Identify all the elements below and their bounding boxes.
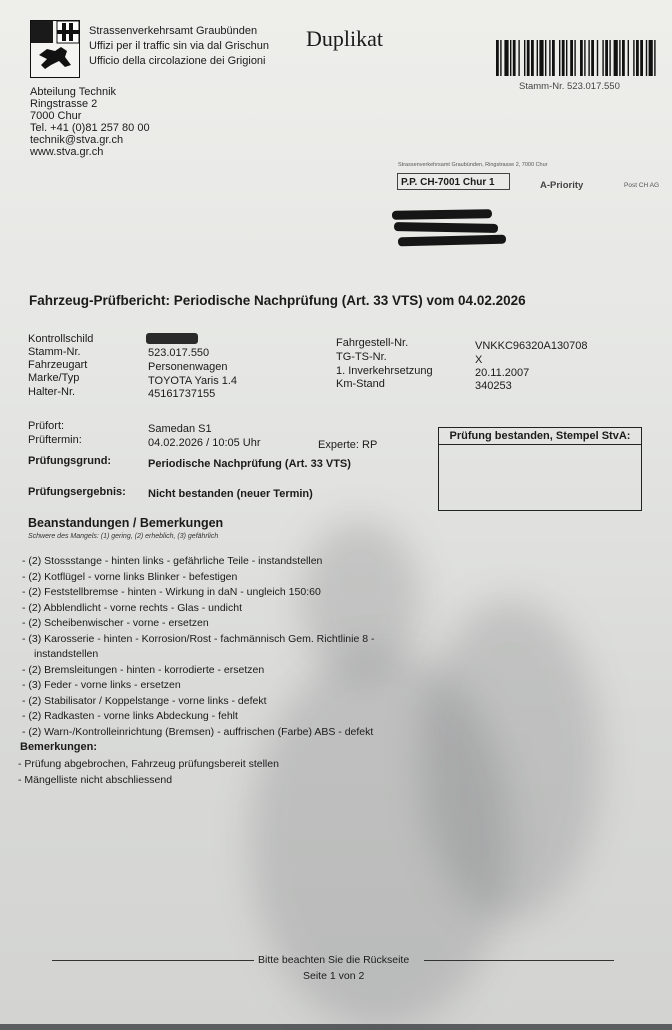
- defects-list: [22, 554, 374, 740]
- barcode-bar: [649, 40, 653, 76]
- barcode-bar: [513, 40, 516, 76]
- result-label: Prüfungsergebnis:: [28, 486, 126, 498]
- expert-label: Experte: RP: [318, 439, 378, 451]
- redacted-address: [392, 209, 492, 220]
- holder-label: Halter-Nr.: [28, 386, 76, 398]
- type-label: Fahrzeugart: [28, 359, 88, 371]
- barcode-bar: [510, 40, 511, 76]
- redacted-address: [398, 235, 506, 247]
- remarks-heading: Bemerkungen:: [20, 741, 98, 753]
- sender-phone: Tel. +41 (0)81 257 80 00: [30, 122, 150, 134]
- barcode-bar: [566, 40, 567, 76]
- list-item: - (2) Abblendlicht - vorne rechts - Glas - undicht: [22, 601, 243, 614]
- list-item: - (2) Stossstange - hinten links - gefährliche Teile - instandstellen: [22, 555, 323, 567]
- stamp-box: [438, 427, 642, 511]
- reason-label: Prüfungsgrund:: [28, 455, 112, 467]
- barcode-bar: [518, 40, 519, 76]
- barcode-bar: [619, 40, 620, 76]
- list-item: - (3) Karosserie - hinten - Korrosion/Rost - fachmännisch Gem. Richtlinie 8 -: [22, 632, 375, 645]
- result-value: Nicht bestanden (neuer Termin): [148, 488, 313, 500]
- stamm-label: Stamm-Nr.: [28, 346, 81, 358]
- sender-department: Abteilung Technik: [30, 86, 117, 98]
- stamp-box-title: Prüfung bestanden, Stempel StvA:: [439, 428, 641, 445]
- tgts-label: TG-TS-Nr.: [336, 351, 387, 363]
- severity-legend: Schwere des Mangels: (1) gering, (2) erheblich, (3) gefährlich: [28, 533, 219, 540]
- barcode-bar: [580, 40, 583, 76]
- km-label: Km-Stand: [336, 378, 385, 390]
- barcode-bar: [628, 40, 629, 76]
- barcode-bar: [588, 40, 589, 76]
- reason-value: Periodische Nachprüfung (Art. 33 VTS): [148, 458, 351, 470]
- barcode-bar: [545, 40, 546, 76]
- first-registration-value: 20.11.2007: [475, 367, 530, 379]
- first-registration-label: 1. Inverkehrsetzung: [336, 365, 433, 377]
- make-value: TOYOTA Yaris 1.4: [148, 375, 238, 387]
- km-value: 340253: [475, 380, 512, 392]
- authority-name-rm: Uffizi per il traffic sin via dal Grischun: [89, 40, 269, 52]
- barcode: [496, 40, 658, 76]
- footer-divider: [52, 960, 254, 961]
- pp-box: P.P. CH-7001 Chur 1: [397, 173, 510, 190]
- barcode-bar: [524, 40, 525, 76]
- defects-heading: Beanstandungen / Bemerkungen: [28, 516, 224, 530]
- date-value: 04.02.2026 / 10:05 Uhr: [148, 437, 261, 449]
- barcode-bar: [584, 40, 585, 76]
- sender-email: technik@stva.gr.ch: [30, 134, 124, 146]
- barcode-bar: [622, 40, 625, 76]
- report-title: Fahrzeug-Prüfbericht: Periodische Nachprüfung (Art. 33 VTS) vom 04.02.2026: [29, 293, 526, 308]
- barcode-bar: [614, 40, 618, 76]
- vin-value: VNKKC96320A130708: [475, 340, 588, 352]
- post-label: Post CH AG: [624, 182, 660, 189]
- sender-city: 7000 Chur: [30, 110, 82, 122]
- list-item: - (2) Kotflügel - vorne links Blinker - befestigen: [22, 570, 238, 583]
- date-label: Prüftermin:: [28, 434, 82, 446]
- list-item: - (2) Radkasten - vorne links Abdeckung - fehlt: [22, 710, 238, 722]
- page-number: Seite 1 von 2: [303, 970, 365, 982]
- barcode-bar: [527, 40, 530, 76]
- barcode-bar: [646, 40, 647, 76]
- barcode-bar: [496, 40, 499, 76]
- redacted-plate: [146, 333, 198, 344]
- list-item: - (3) Feder - vorne links - ersetzen: [22, 679, 181, 691]
- barcode-bar: [562, 40, 565, 76]
- list-item: instandstellen: [34, 648, 99, 660]
- duplicate-label: Duplikat: [306, 26, 383, 51]
- barcode-bar: [633, 40, 634, 76]
- barcode-bar: [654, 40, 655, 76]
- barcode-bar: [605, 40, 608, 76]
- list-item: - Mängelliste nicht abschliessend: [18, 773, 173, 786]
- tgts-value: X: [475, 354, 483, 366]
- barcode-bar: [609, 40, 610, 76]
- barcode-bar: [539, 40, 543, 76]
- barcode-bar: [531, 40, 534, 76]
- barcode-bar: [549, 40, 550, 76]
- barcode-number: Stamm-Nr. 523.017.550: [519, 81, 620, 92]
- photo-shadow: [420, 600, 600, 920]
- remarks-list: [18, 757, 279, 788]
- barcode-bar: [552, 40, 555, 76]
- footer-note: Bitte beachten Sie die Rückseite: [258, 954, 410, 966]
- holder-value: 45161737155: [148, 388, 216, 400]
- list-item: - (2) Warn-/Kontrolleinrichtung (Bremsen) - auffrischen (Farbe) ABS - defekt: [22, 725, 374, 738]
- barcode-bar: [597, 40, 598, 76]
- barcode-bar: [591, 40, 594, 76]
- barcode-bar: [636, 40, 639, 76]
- place-label: Prüfort:: [28, 420, 65, 432]
- list-item: - (2) Feststellbremse - hinten - Wirkung in daN - ungleich 150:60: [22, 586, 321, 598]
- list-item: - (2) Scheibenwischer - vorne - ersetzen: [22, 617, 209, 629]
- sender-website: www.stva.gr.ch: [30, 146, 104, 158]
- place-value: Samedan S1: [148, 423, 212, 435]
- barcode-bar: [602, 40, 603, 76]
- postal-sender-line: Strassenverkehrsamt Graubünden, Ringstrasse 2, 7000 Chur: [398, 162, 548, 168]
- authority-name-it: Ufficio della circolazione dei Grigioni: [89, 55, 266, 67]
- redacted-address: [394, 222, 498, 233]
- barcode-bar: [570, 40, 573, 76]
- list-item: - (2) Stabilisator / Koppelstange - vorne links - defekt: [22, 694, 267, 707]
- plate-label: Kontrollschild: [28, 333, 94, 345]
- make-label: Marke/Typ: [28, 372, 80, 384]
- type-value: Personenwagen: [148, 361, 228, 373]
- sender-street: Ringstrasse 2: [30, 98, 98, 110]
- barcode-bar: [574, 40, 575, 76]
- stamm-value: 523.017.550: [148, 347, 210, 359]
- barcode-bar: [640, 40, 643, 76]
- footer-divider: [424, 960, 614, 961]
- barcode-bar: [500, 40, 501, 76]
- authority-name-de: Strassenverkehrsamt Graubünden: [89, 25, 258, 37]
- barcode-bar: [504, 40, 508, 76]
- barcode-bar: [537, 40, 538, 76]
- barcode-bar: [559, 40, 560, 76]
- canton-coat-of-arms-logo: [30, 20, 80, 78]
- vin-label: Fahrgestell-Nr.: [336, 337, 409, 349]
- priority-label: A-Priority: [540, 180, 584, 191]
- list-item: - Prüfung abgebrochen, Fahrzeug prüfungsbereit stellen: [18, 758, 279, 770]
- list-item: - (2) Bremsleitungen - hinten - korrodierte - ersetzen: [22, 663, 265, 676]
